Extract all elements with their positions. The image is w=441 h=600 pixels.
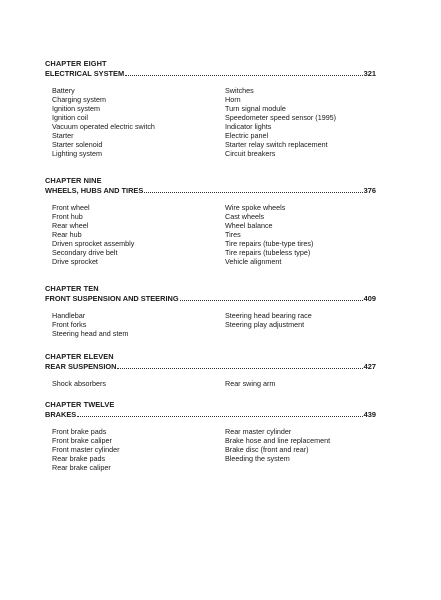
topic-item: Rear master cylinder: [225, 427, 292, 436]
chapter-page-number: 409: [363, 294, 376, 303]
topic-item: Front wheel: [52, 203, 90, 212]
topic-item: Rear hub: [52, 230, 82, 239]
topic-item: Front brake pads: [52, 427, 107, 436]
topic-item: Secondary drive belt: [52, 248, 118, 257]
topic-item: Charging system: [52, 95, 106, 104]
chapter-page-number: 376: [363, 186, 376, 195]
topic-item: Steering play adjustment: [225, 320, 305, 329]
topic-item: Starter solenoid: [52, 140, 103, 149]
dot-leader: [180, 299, 363, 301]
topic-item: Driven sprocket assembly: [52, 239, 135, 248]
topic-item: Horn: [225, 95, 241, 104]
dot-leader: [117, 367, 362, 369]
dot-leader: [77, 415, 362, 417]
dot-leader: [125, 74, 363, 76]
chapter-title: FRONT SUSPENSION AND STEERING: [45, 294, 179, 303]
chapter-twelve: [45, 400, 376, 472]
topic-item: Ignition system: [52, 104, 100, 113]
topic-item: Front hub: [52, 212, 83, 221]
topic-item: Front brake caliper: [52, 436, 112, 445]
topic-item: Battery: [52, 86, 75, 95]
topic-item: Turn signal module: [225, 104, 286, 113]
topic-item: Electric panel: [225, 131, 269, 140]
topic-item: Shock absorbers: [52, 379, 106, 388]
topic-item: Wire spoke wheels: [225, 203, 286, 212]
topic-item: Lighting system: [52, 149, 102, 158]
topic-item: Handlebar: [52, 311, 86, 320]
chapter-title: REAR SUSPENSION: [45, 362, 117, 371]
chapter-title: ELECTRICAL SYSTEM: [45, 69, 125, 78]
topic-item: Rear brake pads: [52, 454, 106, 463]
chapter-page-number: 439: [363, 410, 376, 419]
topic-column-right: [225, 203, 375, 266]
topic-item: Steering head and stem: [52, 329, 129, 338]
chapter-label: CHAPTER EIGHT: [45, 59, 107, 68]
topic-item: Tires: [225, 230, 241, 239]
topic-item: Brake hose and line replacement: [225, 436, 331, 445]
topic-item: Vacuum operated electric switch: [52, 122, 155, 131]
chapter-eight: [45, 59, 376, 158]
topic-item: Speedometer speed sensor (1995): [225, 113, 337, 122]
topic-item: Steering head bearing race: [225, 311, 312, 320]
chapter-ten: [45, 284, 376, 338]
chapter-title-line: [45, 294, 376, 303]
topic-item: Starter relay switch replacement: [225, 140, 328, 149]
chapter-title: BRAKES: [45, 410, 77, 419]
topic-item: Cast wheels: [225, 212, 265, 221]
topic-item: Switches: [225, 86, 254, 95]
topic-column-left: [52, 86, 212, 158]
topic-item: Indicator lights: [225, 122, 272, 131]
chapter-label: CHAPTER ELEVEN: [45, 352, 114, 361]
chapter-page-number: 427: [363, 362, 376, 371]
topic-item: Tire repairs (tubeless type): [225, 248, 311, 257]
topic-item: Wheel balance: [225, 221, 273, 230]
topic-item: Ignition coil: [52, 113, 88, 122]
topic-item: Front forks: [52, 320, 87, 329]
chapter-title-line: [45, 410, 376, 419]
topic-item: Brake disc (front and rear): [225, 445, 309, 454]
topic-column-left: [52, 311, 212, 338]
topic-item: Rear swing arm: [225, 379, 276, 388]
chapter-eleven: [45, 352, 376, 388]
dot-leader: [144, 191, 362, 193]
chapter-label: CHAPTER NINE: [45, 176, 102, 185]
topic-item: Rear wheel: [52, 221, 89, 230]
chapter-nine: [45, 176, 376, 266]
topic-item: Circuit breakers: [225, 149, 276, 158]
topic-column-left: [52, 427, 212, 472]
topic-column-right: [225, 86, 375, 158]
topic-item: Drive sprocket: [52, 257, 98, 266]
topic-column-right: [225, 311, 375, 329]
chapter-label: CHAPTER TEN: [45, 284, 99, 293]
topic-item: Tire repairs (tube-type tires): [225, 239, 314, 248]
topic-item: Starter: [52, 131, 74, 140]
chapter-label: CHAPTER TWELVE: [45, 400, 115, 409]
topic-item: Rear brake caliper: [52, 463, 111, 472]
chapter-title: WHEELS, HUBS AND TIRES: [45, 186, 144, 195]
chapter-page-number: 321: [363, 69, 376, 78]
topic-item: Bleeding the system: [225, 454, 290, 463]
chapter-title-line: [45, 362, 376, 371]
topic-column-right: [225, 379, 375, 388]
topic-column-left: [52, 203, 212, 266]
chapter-title-line: [45, 69, 376, 78]
topic-column-right: [225, 427, 375, 463]
chapter-title-line: [45, 186, 376, 195]
topic-column-left: [52, 379, 212, 388]
topic-item: Vehicle alignment: [225, 257, 282, 266]
topic-item: Front master cylinder: [52, 445, 120, 454]
